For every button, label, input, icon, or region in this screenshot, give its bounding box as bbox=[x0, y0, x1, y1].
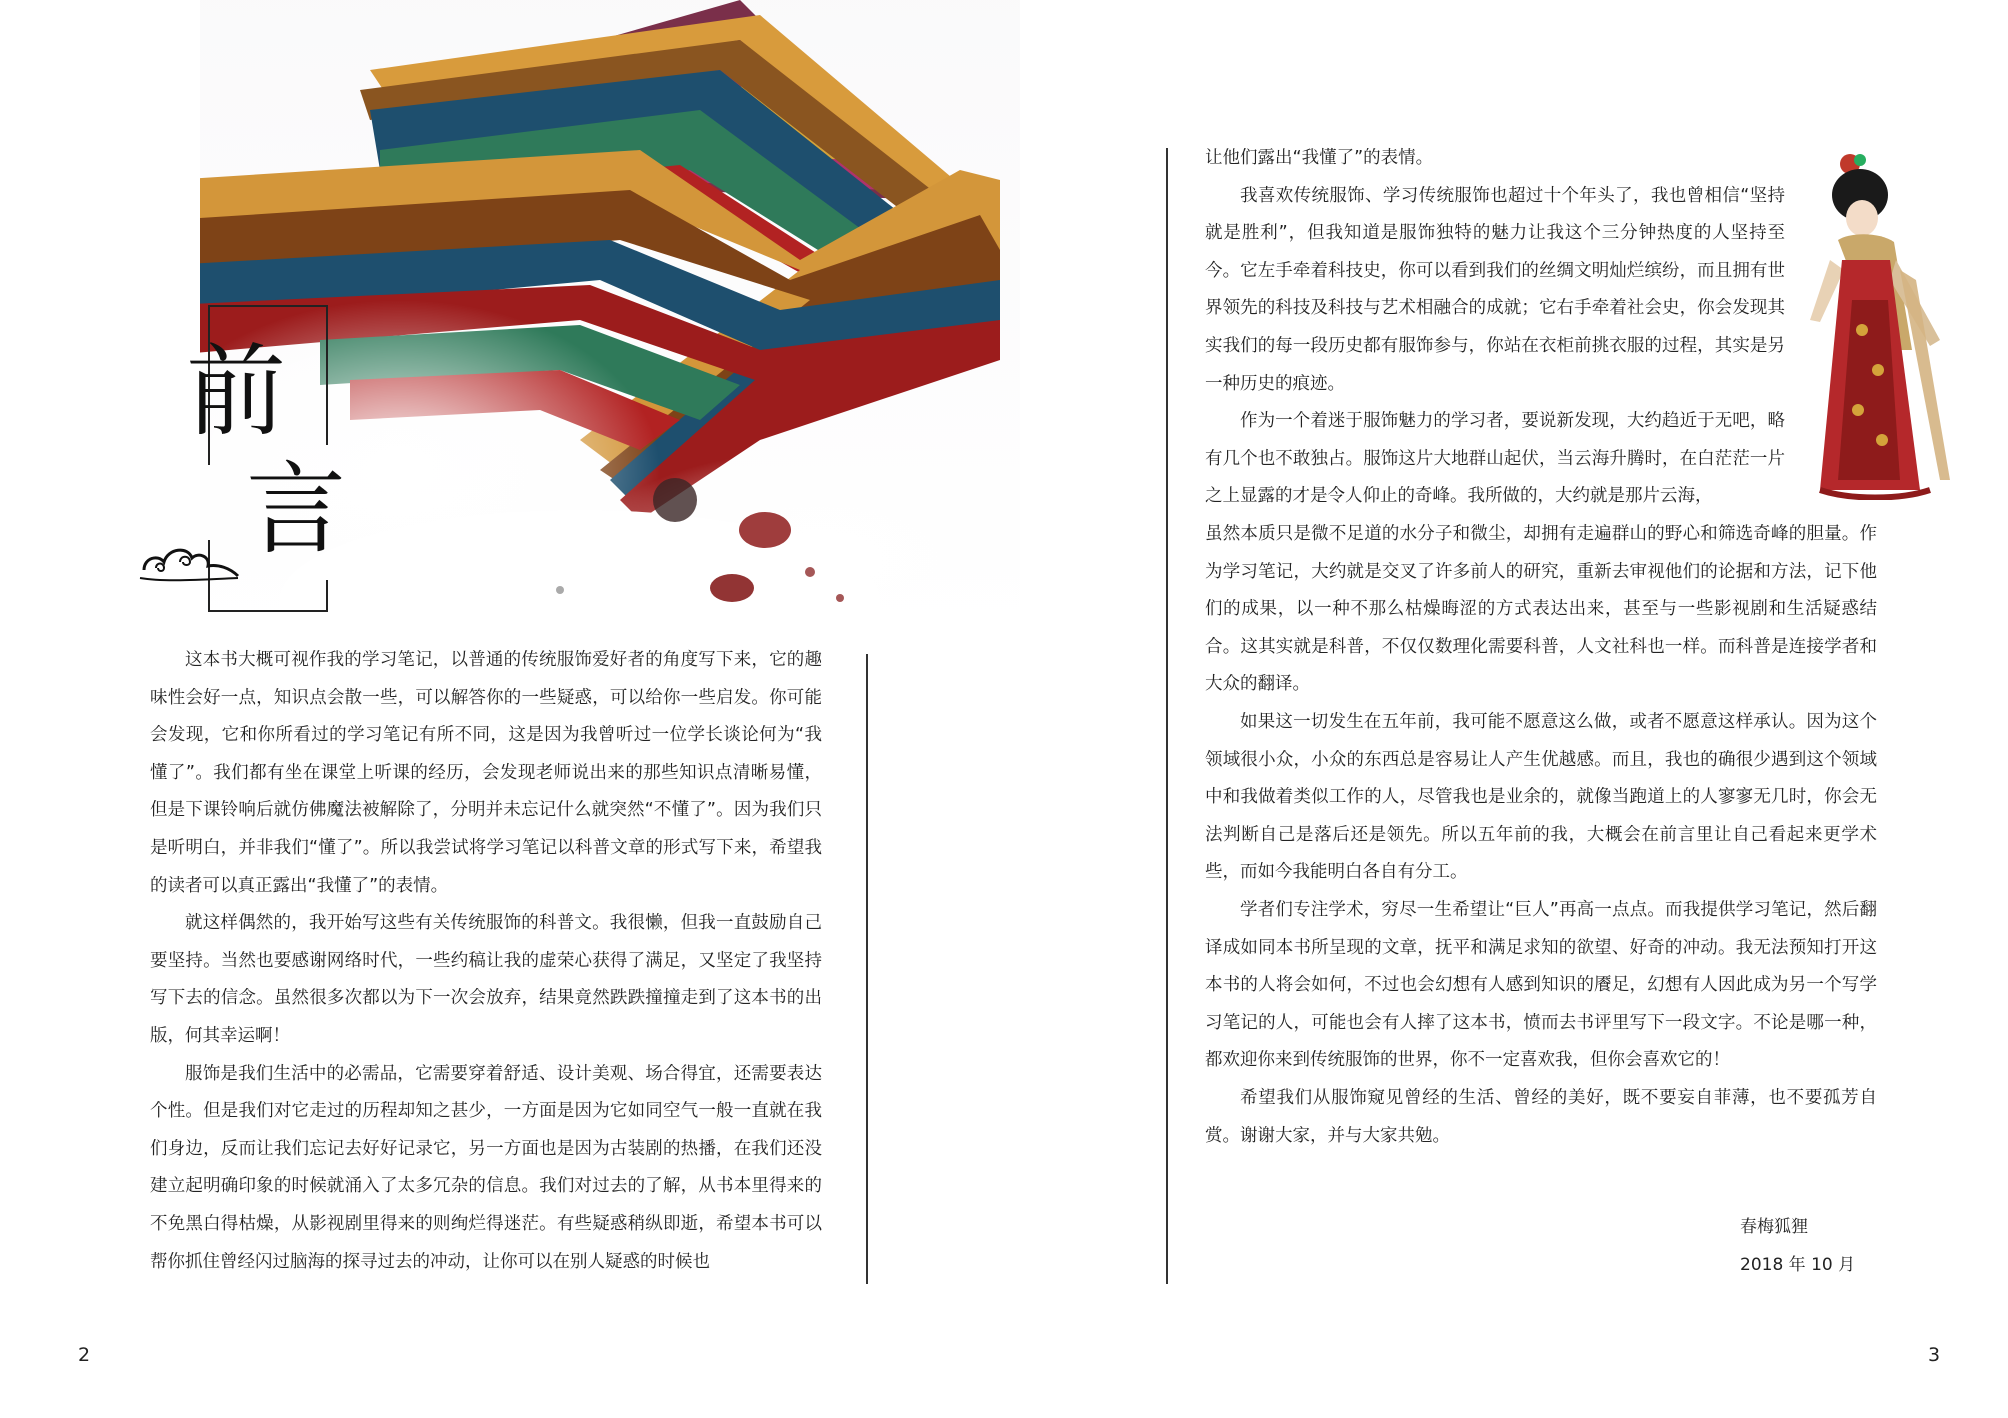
page-number-right: 3 bbox=[1928, 1344, 1941, 1366]
title-frame-top bbox=[208, 305, 328, 307]
title-frame-right bbox=[326, 305, 328, 445]
title-frame-bottom bbox=[208, 610, 328, 612]
paragraph: 就这样偶然的，我开始写这些有关传统服饰的科普文。我很懒，但我一直鼓励自己要坚持。当然也要感谢网络时代，一些约稿让我的虚荣心获得了满足，又坚定了我坚持写下去的信念。虽然很多次都以为下一次会放弃，结果竟然跌跌撞撞走到了这本书的出版，何其幸运啊！ bbox=[150, 913, 822, 1046]
left-page-vertical-rule bbox=[866, 654, 868, 1284]
left-page-body bbox=[150, 642, 822, 1281]
paragraph: 学者们专注学术，穷尽一生希望让“巨人”再高一点点。而我提供学习笔记，然后翻译成如同本书所呈现的文章，抚平和满足求知的欲望、好奇的冲动。我无法预知打开这本书的人将会如何，不过也会幻想有人感到知识的餍足，幻想有人因此成为另一个写学习笔记的人，可能也会有人摔了这本书，愤而去书评里写下一段文字。不论是哪一种，都欢迎你来到传统服饰的世界，你不一定喜欢我，但你会喜欢它的！ bbox=[1205, 899, 1877, 1071]
paragraph: 作为一个着迷于服饰魅力的学习者，要说新发现，大约趋近于无吧，略有几个也不敢独占。服饰这片大地群山起伏，当云海升腾时，在白茫茫一片之上显露的才是令人仰止的奇峰。我所做的，大约就是那片云海， bbox=[1205, 411, 1785, 507]
paragraph: 这本书大概可视作我的学习笔记，以普通的传统服饰爱好者的角度写下来，它的趣味性会好一点，知识点会散一些，可以解答你的一些疑惑，可以给你一些启发。你可能会发现，它和你所看过的学习笔记有所不同，这是因为我曾听过一位学长谈论何为“我懂了”。我们都有坐在课堂上听课的经历，会发现老师说出来的那些知识点清晰易懂，但是下课铃响后就仿佛魔法被解除了，分明并未忘记什么就突然“不懂了”。因为我们只是听明白，并非我们“懂了”。所以我尝试将学习笔记以科普文章的形式写下来，希望我的读者可以真正露出“我懂了”的表情。 bbox=[150, 650, 822, 896]
paragraph: 我喜欢传统服饰、学习传统服饰也超过十个年头了，我也曾相信“坚持就是胜利”，但我知道是服饰独特的魅力让我这个三分钟热度的人坚持至今。它左手牵着科技史，你可以看到我们的丝绸文明灿烂缤纷，而且拥有世界领先的科技及科技与艺术相融合的成就；它右手牵着社会史，你会发现其实我们的每一段历史都有服饰参与，你站在衣柜前挑衣服的过程，其实是另一种历史的痕迹。 bbox=[1205, 185, 1785, 394]
auspicious-cloud-icon bbox=[134, 528, 244, 588]
paragraph-continuation: 虽然本质只是微不足道的水分子和微尘，却拥有走遍群山的野心和筛选奇峰的胆量。作为学习笔记，大约就是交叉了许多前人的研究，重新去审视他们的论据和方法，记下他们的成果，以一种不那么枯燥晦涩的方式表达出来，甚至与一些影视剧和生活疑惑结合。这其实就是科普，不仅仅数理化需要科普，人文社科也一样。而科普是连接学者和大众的翻译。 bbox=[1205, 524, 1877, 695]
tang-lady-figure-illustration bbox=[1790, 150, 1960, 500]
author-signature: 春梅狐狸 bbox=[1740, 1217, 1808, 1237]
right-page-body bbox=[1205, 516, 1877, 1155]
paragraph: 希望我们从服饰窥见曾经的生活、曾经的美好，既不要妄自菲薄，也不要孤芳自赏。谢谢大家，并与大家共勉。 bbox=[1205, 1087, 1877, 1146]
paragraph: 如果这一切发生在五年前，我可能不愿意这么做，或者不愿意这样承认。因为这个领域很小众，小众的东西总是容易让人产生优越感。而且，我也的确很少遇到这个领域中和我做着类似工作的人，尽管我也是业余的，就像当跑道上的人寥寥无几时，你会无法判断自己是落后还是领先。所以五年前的我，大概会在前言里让自己看起来更学术些，而如今我能明白各自有分工。 bbox=[1205, 711, 1877, 883]
page-title-char-1: 前 bbox=[186, 333, 286, 450]
right-page-vertical-rule bbox=[1166, 148, 1168, 1284]
page-title-char-2: 言 bbox=[246, 451, 346, 568]
signature-date: 2018 年 10 月 bbox=[1740, 1255, 1856, 1275]
page-number-left: 2 bbox=[78, 1344, 91, 1366]
continuation-line: 让他们露出“我懂了”的表情。 bbox=[1205, 148, 1434, 168]
right-page-body-top bbox=[1205, 140, 1785, 516]
title-frame-right-lower bbox=[326, 580, 328, 612]
paragraph: 服饰是我们生活中的必需品，它需要穿着舒适、设计美观、场合得宜，还需要表达个性。但是我们对它走过的历程却知之甚少，一方面是因为它如同空气一般一直就在我们身边，反而让我们忘记去好好记录它，另一方面也是因为古装剧的热播，在我们还没建立起明确印象的时候就涌入了太多冗杂的信息。我们对过去的了解，从书本里得来的不免黑白得枯燥，从影视剧里得来的则绚烂得迷茫。有些疑惑稍纵即逝，希望本书可以帮你抓住曾经闪过脑海的探寻过去的冲动，让你可以在别人疑惑的时候也 bbox=[150, 1063, 822, 1272]
